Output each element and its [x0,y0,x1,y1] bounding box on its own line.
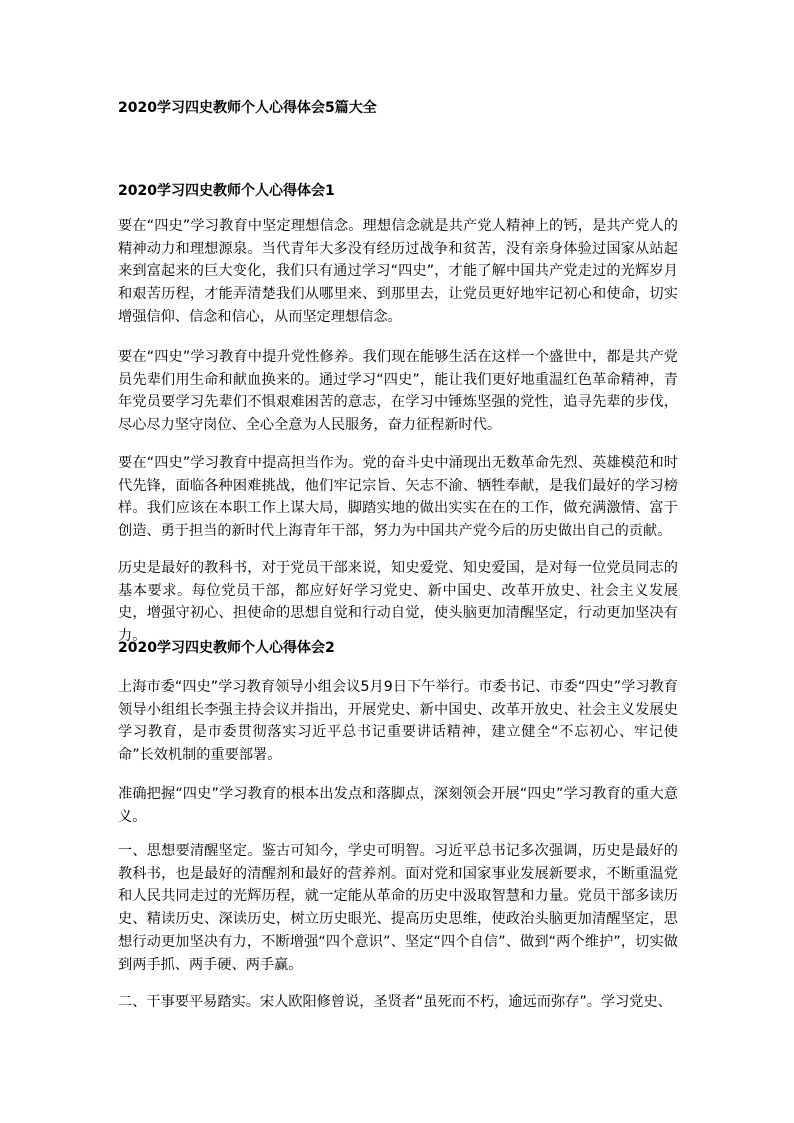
paragraph: 准确把握“四史”学习教育的根本出发点和落脚点，深刻领会开展“四史”学习教育的重大意义。 [118,786,678,825]
paragraph: 历史是最好的教科书，对于党员干部来说，知史爱党、知史爱国，是对每一位党员同志的基本要求。每位党员干部，都应好好学习党史、新中国史、改革开放史、社会主义发展史，增强守初心、担使命的思想自觉和行动自觉，使头脑更加清醒坚定，行动更加坚决有力。 [118,560,678,645]
section-heading-2: 2020学习四史教师个人心得体会2 [118,640,335,656]
paragraph: 二、干事要平易踏实。宋人欧阳修曾说，圣贤者“虽死而不朽，逾远而弥存”。学习党史、 [118,994,672,1010]
paragraph: 上海市委“四史”学习教育领导小组会议5月9日下午举行。市委书记、市委“四史”学习教育领导小组组长李强主持会议并指出，开展党史、新中国史、改革开放史、社会主义发展史学习教育，是市委贯彻落实习近平总书记重要讲话精神，建立健全“不忘初心、牢记使命”长效机制的重要部署。 [118,679,678,764]
paragraph: 要在“四史”学习教育中坚定理想信念。理想信念就是共产党人精神上的钙，是共产党人的精神动力和理想源泉。当代青年大多没有经历过战争和贫苦，没有亲身体验过国家从站起来到富起来的巨大变化，我们只有通过学习“四史”，才能了解中国共产党走过的光辉岁月和艰苦历程，才能弄清楚我们从哪里来、到那里去，让党员更好地牢记初心和使命，切实增强信仰、信念和信心，从而坚定理想信念。 [118,218,678,325]
paragraph: 要在“四史”学习教育中提高担当作为。党的奋斗史中涌现出无数革命先烈、英雄模范和时代先锋，面临各种困难挑战，他们牢记宗旨、矢志不渝、牺牲奉献，是我们最好的学习榜样。我们应该在本职工作上谋大局，脚踏实地的做出实实在在的工作，做充满激情、富于创造、勇于担当的新时代上海青年干部，努力为中国共产党今后的历史做出自己的贡献。 [118,455,678,540]
paragraph: 一、思想要清醒坚定。鉴古可知今，学史可明智。习近平总书记多次强调，历史是最好的教科书，也是最好的清醒剂和最好的营养剂。面对党和国家事业发展新要求，不断重温党和人民共同走过的光辉历程，就一定能从革命的历史中汲取智慧和力量。党员干部多读历史、精读历史、深读历史，树立历史眼光、提高历史思维，使政治头脑更加清醒坚定，思想行动更加坚决有力，不断增强“四个意识”、坚定“四个自信”、做到“两个维护”，切实做到两手抓、两手硬、两手赢。 [118,843,678,973]
document-title: 2020学习四史教师个人心得体会5篇大全 [118,100,377,116]
paragraph: 要在“四史”学习教育中提升党性修养。我们现在能够生活在这样一个盛世中，都是共产党员先辈们用生命和献血换来的。通过学习“四史”，能让我们更好地重温红色革命精神，青年党员要学习先辈们不惧艰难困苦的意志，在学习中锤炼坚强的党性，追寻先辈的步伐，尽心尽力坚守岗位、全心全意为人民服务，奋力征程新时代。 [118,349,678,434]
section-heading-1: 2020学习四史教师个人心得体会1 [118,183,335,199]
